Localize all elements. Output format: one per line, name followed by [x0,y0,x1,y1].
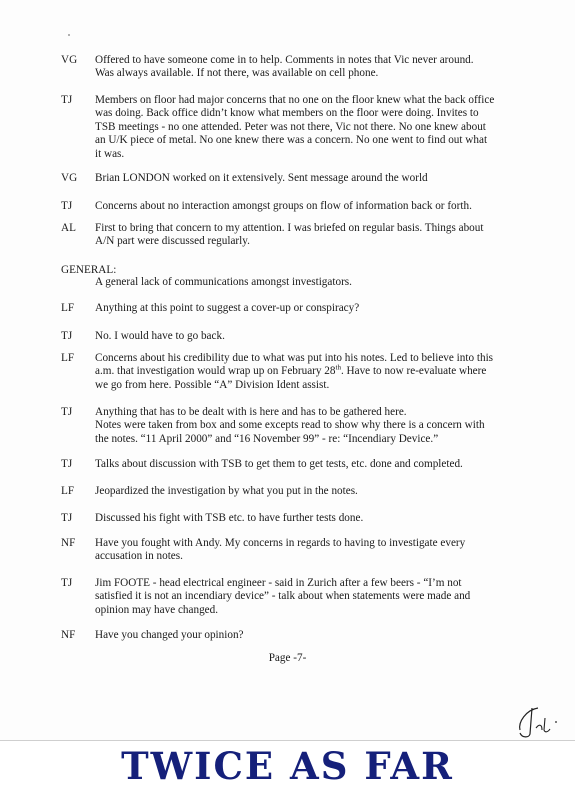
speaker-initials: VG [61,54,78,66]
speaker-initials: TJ [61,200,73,212]
banner-title: TWICE AS FAR [121,744,454,788]
entry-text [95,352,505,392]
entry-text: Discussed his fight with TSB etc. to have further tests done. [95,512,364,524]
entry-line: Concerns about his credibility due to what was put into his notes. Led to believe into this [95,352,494,364]
banner-divider [0,740,575,741]
scan-speck [68,34,70,36]
entry-text: No. I would have to go back. [95,330,225,342]
speaker-initials: LF [61,485,75,497]
speaker-initials: TJ [61,406,73,418]
speaker-initials: TJ [61,458,73,470]
entry-text: Concerns about no interaction amongst groups on flow of information back or forth. [95,200,472,212]
entry-text: Anything at this point to suggest a cover-up or conspiracy? [95,302,360,314]
entry-text: Brian LONDON worked on it extensively. Sent message around the world [95,172,428,184]
speaker-initials: VG [61,172,78,184]
speaker-initials: NF [61,537,76,549]
speaker-initials: TJ [61,577,73,589]
entry-text: First to bring that concern to my attention. I was briefed on regular basis. Things about A/N part were discussed regularly. [95,222,484,248]
entry-text: Anything that has to be dealt with is here and has to be gathered here. Notes were taken from box and some excepts read to show why there is a concern with the notes. “11 April 2000” and “16 November 99” - re: “Incendiary Device.” [95,406,485,445]
speaker-initials: NF [61,629,76,641]
speaker-initials: TJ [61,94,73,106]
entry-text: Have you fought with Andy. My concerns in regards to having to investigate every accusation in notes. [95,537,466,563]
page-number: Page -7- [268,652,307,664]
entry-line-with-superscript: a.m. that investigation would wrap up on February 28th. Have to now re-evaluate where [95,363,487,378]
footer-banner [0,742,575,790]
entry-text: Talks about discussion with TSB to get them to get tests, etc. done and completed. [95,458,463,470]
entry-text: Offered to have someone come in to help. Comments in notes that Vic never around. Was always available. If not there, was available on cell phone. [95,54,474,80]
speaker-initials: AL [61,222,76,234]
handwritten-initials-signature [512,700,562,740]
speaker-initials: TJ [61,512,73,524]
section-heading: GENERAL: [61,264,117,276]
speaker-initials: LF [61,302,75,314]
entry-text: Jim FOOTE - head electrical engineer - said in Zurich after a few beers - “I’m not satisfied it is not an incendiary device” - talk about when statements were made and opinion may have changed. [95,577,471,616]
speaker-initials: LF [61,352,75,364]
entry-text: Jeopardized the investigation by what you put in the notes. [95,485,358,497]
speaker-initials: TJ [61,330,73,342]
section-body: A general lack of communications amongst investigators. [95,276,352,288]
entry-line: we go from here. Possible “A” Division Ident assist. [95,378,330,391]
entry-text: Members on floor had major concerns that no one on the floor knew what the back office was doing. Back office didn’t know what members on the floor were doing. Invites to TSB meetings - no one attended. Peter was not there, Vic not there. No one knew about an U/K piece of metal. No one knew there was a concern. No one went to find out what it was. [95,94,495,160]
entry-text: Have you changed your opinion? [95,629,244,641]
